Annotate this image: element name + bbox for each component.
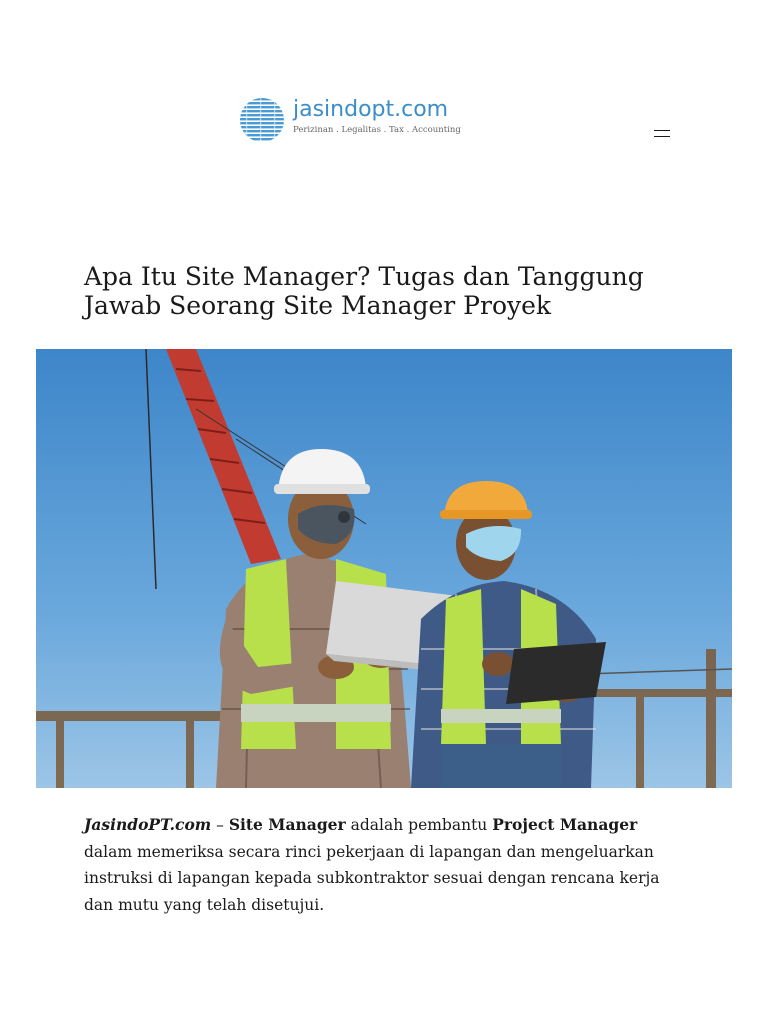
intro-site-name: JasindoPT.com bbox=[84, 815, 212, 834]
site-logo[interactable] bbox=[238, 96, 461, 144]
intro-text-1: adalah pembantu bbox=[345, 816, 493, 834]
logo-wordmark: jasindopt.com bbox=[293, 97, 449, 122]
featured-image bbox=[36, 349, 732, 788]
striped-globe-icon bbox=[238, 96, 286, 144]
post-intro bbox=[84, 812, 684, 918]
intro-term-site-manager: Site Manager bbox=[228, 815, 346, 834]
intro-text-2: dalam memeriksa secara rinci pekerjaan di lapangan dan mengeluarkan instruksi di lapangan kepada subkontraktor sesuai dengan rencana kerja dan mutu yang telah disetujui. bbox=[84, 842, 660, 914]
site-header bbox=[0, 0, 768, 240]
intro-term-project-manager: Project Manager bbox=[492, 815, 638, 834]
clipboard-graphic bbox=[506, 642, 606, 704]
intro-dash: – bbox=[211, 816, 229, 834]
menu-toggle-button[interactable] bbox=[646, 118, 678, 150]
post-title: Apa Itu Site Manager? Tugas dan Tanggung Jawab Seorang Site Manager Proyek bbox=[84, 262, 644, 320]
logo-tagline: Perizinan . Legalitas . Tax . Accounting bbox=[293, 125, 461, 135]
